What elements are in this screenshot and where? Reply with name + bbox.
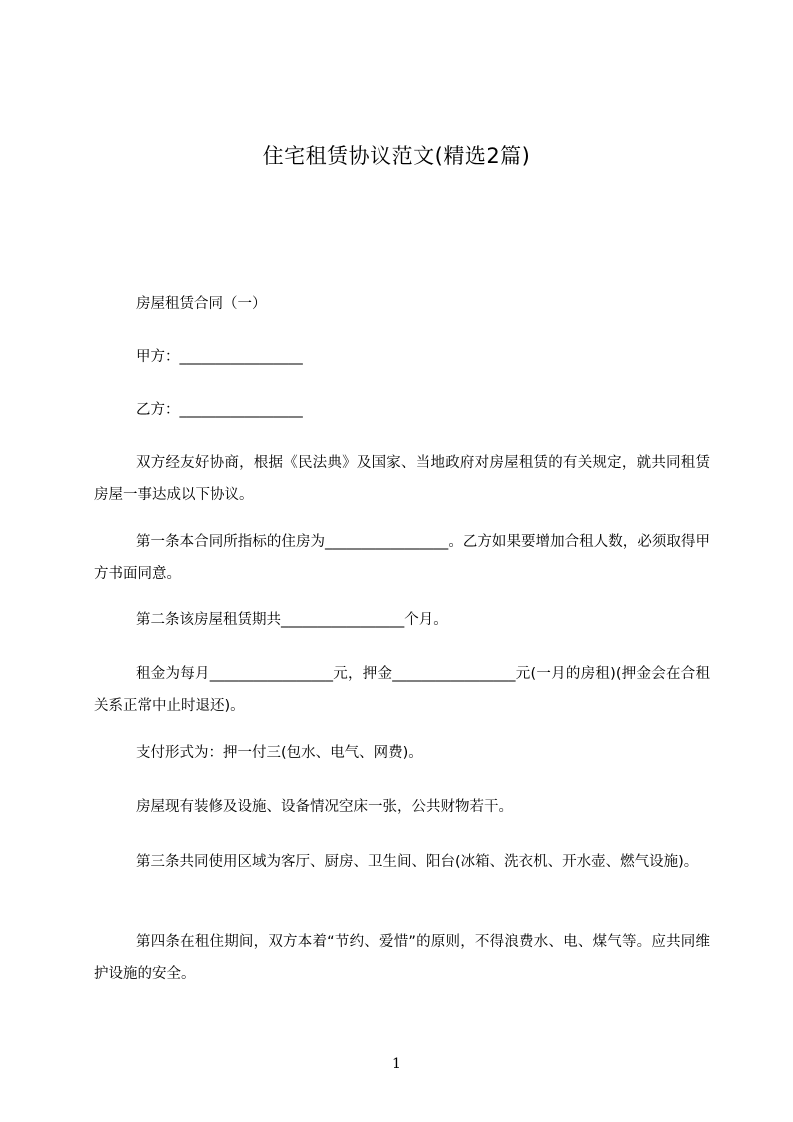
document-title: 住宅租赁协议范文(精选2篇) <box>262 144 531 168</box>
preamble-paragraph: 双方经友好协商，根据《民法典》及国家、当地政府对房屋租赁的有关规定，就共同租赁房屋一事达成以下协议。 <box>94 455 710 503</box>
rent-paragraph: 租金为每月_________________元，押金_________________元(一月的房租)(押金会在合租关系正常中止时退还)。 <box>94 666 710 714</box>
article-4-paragraph: 第四条在租住期间，双方本着“节约、爱惜”的原则，不得浪费水、电、煤气等。应共同维护设施的安全。 <box>94 934 710 982</box>
article-2-paragraph: 第二条该房屋租赁期共_________________个月。 <box>136 612 448 628</box>
party-b-line: 乙方：_________________ <box>136 402 303 418</box>
section-heading: 房屋租赁合同（一） <box>136 296 267 312</box>
page-number: 1 <box>392 1056 401 1072</box>
article-3-paragraph: 第三条共同使用区域为客厅、厨房、卫生间、阳台(冰箱、洗衣机、开水壶、燃气设施)。 <box>136 854 699 870</box>
article-1-paragraph: 第一条本合同所指标的住房为_________________。乙方如果要增加合租人数，必须取得甲方书面同意。 <box>94 534 710 582</box>
payment-paragraph: 支付形式为：押一付三(包水、电气、网费)。 <box>136 745 423 761</box>
facilities-paragraph: 房屋现有装修及设施、设备情况空床一张，公共财物若干。 <box>136 799 513 815</box>
party-a-line: 甲方：_________________ <box>136 349 303 365</box>
